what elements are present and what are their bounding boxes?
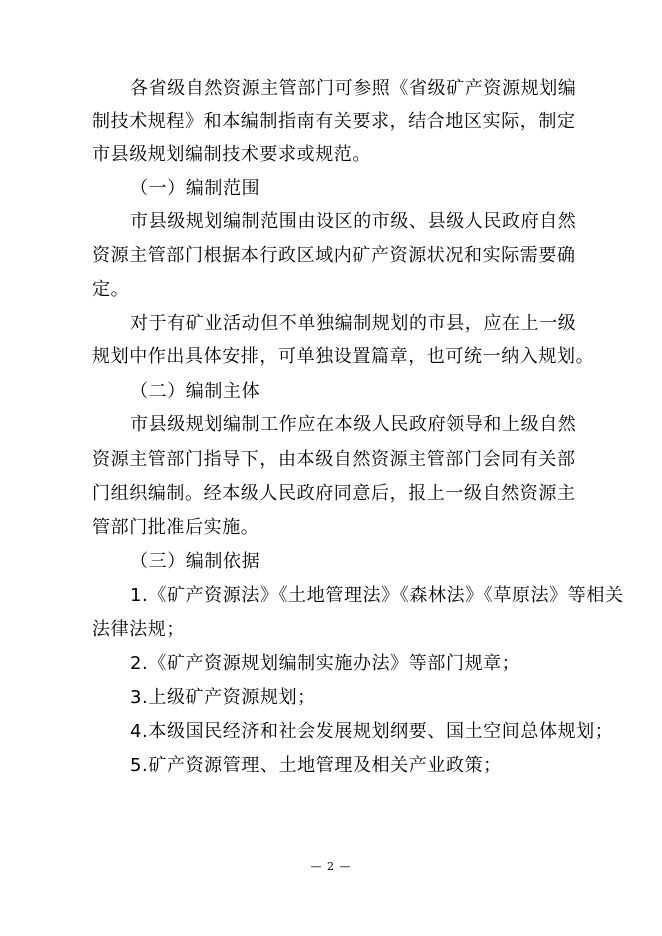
- scope-line-3: 定。: [92, 279, 130, 300]
- scope-line-2: 资源主管部门根据本行政区域内矿产资源状况和实际需要确: [92, 245, 576, 266]
- basis-item-3: 3.上级矿产资源规划；: [130, 687, 316, 708]
- subject-line-2: 资源主管部门指导下，由本级自然资源主管部门会同有关部: [92, 449, 576, 470]
- section-heading-subject: （二）编制主体: [130, 381, 261, 402]
- subject-line-3: 门组织编制。经本级人民政府同意后，报上一级自然资源主: [92, 483, 576, 504]
- section-heading-scope: （一）编制范围: [130, 178, 261, 199]
- basis-item-4: 4.本级国民经济和社会发展规划纲要、国土空间总体规划；: [130, 721, 614, 742]
- page-number: — 2 —: [310, 860, 352, 873]
- intro-line-1: 各省级自然资源主管部门可参照《省级矿产资源规划编: [130, 78, 577, 99]
- scope2-line-2: 规划中作出具体安排，可单独设置篇章，也可统一纳入规划。: [92, 346, 595, 367]
- scope-line-1: 市县级规划编制范围由设区的市级、县级人民政府自然: [130, 211, 577, 232]
- intro-line-2: 制技术规程》和本编制指南有关要求，结合地区实际，制定: [92, 111, 576, 132]
- section-heading-basis: （三）编制依据: [130, 551, 261, 572]
- basis-item-2: 2.《矿产资源规划编制实施办法》等部门规章；: [130, 653, 521, 674]
- subject-line-4: 管部门批准后实施。: [92, 517, 260, 538]
- subject-line-1: 市县级规划编制工作应在本级人民政府领导和上级自然: [130, 414, 577, 435]
- basis-item-5: 5.矿产资源管理、土地管理及相关产业政策；: [130, 755, 502, 776]
- scope2-line-1: 对于有矿业活动但不单独编制规划的市县，应在上一级: [130, 313, 577, 334]
- basis-item-1: 1.《矿产资源法》《土地管理法》《森林法》《草原法》等相关: [130, 585, 624, 606]
- basis-item-1-cont: 法律法规；: [92, 619, 185, 640]
- intro-line-3: 市县级规划编制技术要求或规范。: [92, 144, 371, 165]
